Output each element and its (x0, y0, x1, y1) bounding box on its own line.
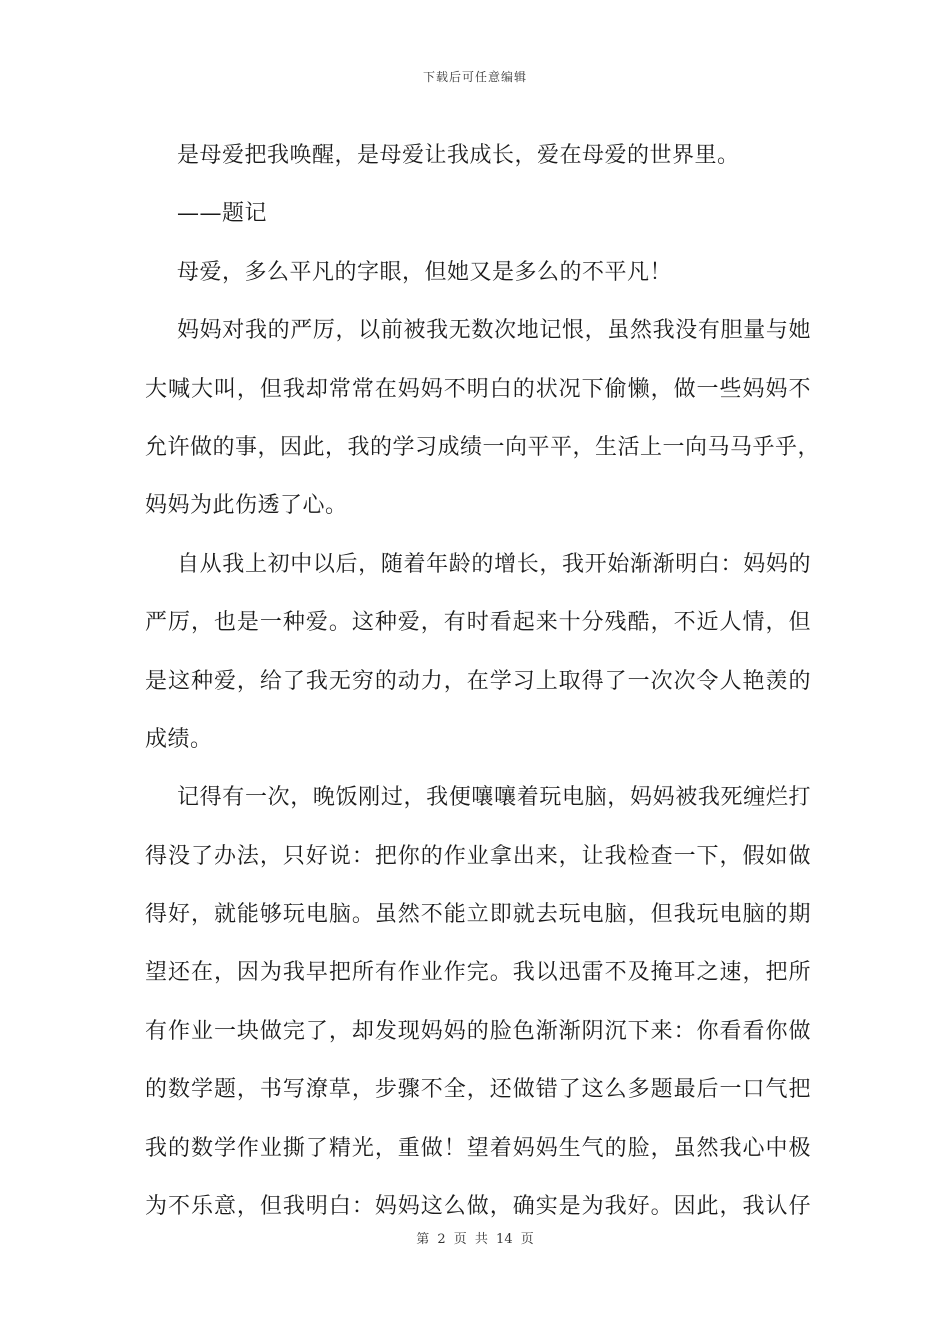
paragraph-line: 我的数学作业撕了精光，重做！望着妈妈生气的脸，虽然我心中极 (145, 1135, 811, 1161)
paragraph-line: 成绩。 (145, 726, 213, 752)
paragraph-line: 严厉，也是一种爱。这种爱，有时看起来十分残酷，不近人情，但 (145, 610, 811, 636)
paragraph-line: 望还在，因为我早把所有作业作完。我以迅雷不及掩耳之速，把所 (145, 960, 811, 986)
page-header: 下载后可任意编辑 (422, 70, 527, 84)
paragraph-line: 允许做的事，因此，我的学习成绩一向平平，生活上一向马马乎乎， (145, 434, 821, 460)
page-number-footer: 第 2 页 共 14 页 (416, 1232, 534, 1247)
paragraph-line: 记得有一次，晚饭刚过，我便嚷嚷着玩电脑，妈妈被我死缠烂打 (177, 785, 811, 811)
paragraph-line: ——题记 (177, 201, 268, 227)
paragraph-line: 母爱，多么平凡的字眼，但她又是多么的不平凡！ (177, 259, 673, 285)
paragraph-line: 妈妈对我的严厉，以前被我无数次地记恨，虽然我没有胆量与她 (177, 318, 811, 344)
paragraph-line: 妈妈为此伤透了心。 (145, 493, 348, 519)
paragraph-line: 得没了办法，只好说：把你的作业拿出来，让我检查一下，假如做 (145, 843, 811, 869)
paragraph-line: 大喊大叫，但我却常常在妈妈不明白的状况下偷懒，做一些妈妈不 (145, 376, 811, 402)
paragraph-line: 是这种爱，给了我无穷的动力，在学习上取得了一次次令人艳羡的 (145, 668, 811, 694)
document-body (145, 127, 821, 1236)
paragraph-line: 是母爱把我唤醒，是母爱让我成长，爱在母爱的世界里。 (177, 143, 740, 168)
paragraph-line: 有作业一块做完了，却发现妈妈的脸色渐渐阴沉下来：你看看你做 (145, 1018, 811, 1044)
paragraph-line: 得好，就能够玩电脑。虽然不能立即就去玩电脑，但我玩电脑的期 (145, 902, 811, 928)
paragraph-line: 自从我上初中以后，随着年龄的增长，我开始渐渐明白：妈妈的 (177, 551, 811, 577)
paragraph-line: 的数学题，书写潦草，步骤不全，还做错了这么多题最后一口气把 (145, 1077, 811, 1103)
paragraph-line: 为不乐意，但我明白：妈妈这么做，确实是为我好。因此，我认仔 (145, 1194, 811, 1220)
